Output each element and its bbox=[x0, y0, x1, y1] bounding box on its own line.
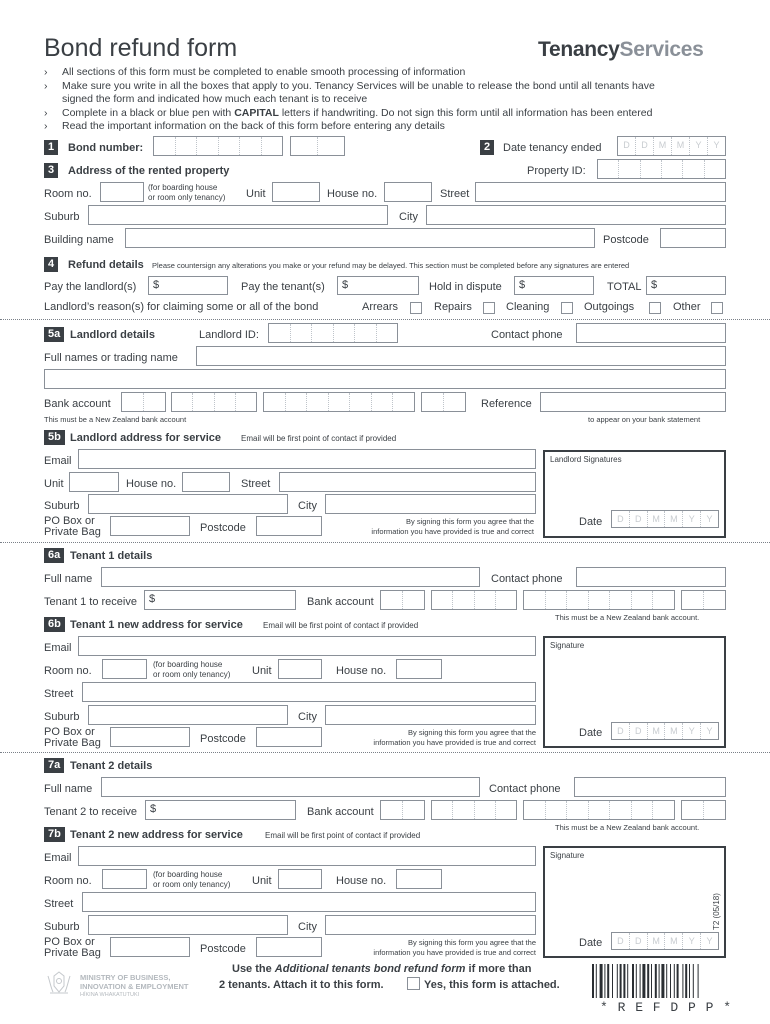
barcode-bar bbox=[600, 964, 603, 998]
property-id-field[interactable] bbox=[597, 159, 726, 179]
tenant2-nz-bank-note: This must be a New Zealand bank account. bbox=[555, 823, 700, 832]
barcode-bar bbox=[607, 964, 609, 998]
pay-landlord-field[interactable] bbox=[148, 276, 228, 295]
tenant2-email-field[interactable] bbox=[78, 846, 536, 866]
tenant2-house-no-label: House no. bbox=[336, 875, 387, 887]
boarding-note bbox=[148, 183, 225, 202]
section-6a-number: 6a bbox=[44, 548, 64, 563]
agree-note bbox=[332, 517, 534, 537]
ministry-line1: MINISTRY OF BUSINESS, bbox=[80, 973, 171, 982]
section-7b-title: Tenant 2 new address for service bbox=[70, 829, 243, 841]
tenant2-email-note: Email will be first point of contact if provided bbox=[265, 831, 421, 840]
section-6b-title: Tenant 1 new address for service bbox=[70, 619, 243, 631]
tenant2-boarding-note bbox=[153, 870, 230, 889]
section-4-note: Please countersign any alterations you make or your refund may be delayed. This section must be completed before any signatures are entered bbox=[152, 261, 630, 270]
attach-note: 2 tenants. Attach it to this form. bbox=[219, 979, 384, 991]
date-digit-cell: D bbox=[630, 511, 648, 527]
barcode-bar bbox=[632, 964, 634, 998]
tenant1-date-field[interactable] bbox=[611, 722, 719, 740]
tenant1-email-field[interactable] bbox=[78, 636, 536, 656]
currency-symbol: $ bbox=[150, 803, 157, 815]
form-code: T2 (05/18) bbox=[712, 893, 721, 930]
tenant1-bank-code-field[interactable] bbox=[380, 590, 425, 610]
tenant1-room-no-field[interactable] bbox=[102, 659, 147, 679]
tenant2-house-no-field[interactable] bbox=[396, 869, 442, 889]
section-divider bbox=[0, 319, 770, 320]
additional-tenants-form-name: Additional tenants bond refund form bbox=[274, 963, 466, 975]
barcode-bar bbox=[592, 964, 594, 998]
bond-number-field[interactable] bbox=[153, 136, 283, 156]
landlord-date-label: Date bbox=[579, 516, 603, 528]
landlord-email-label: Email bbox=[44, 455, 72, 467]
tenant2-signature-box[interactable] bbox=[543, 846, 726, 958]
currency-symbol: $ bbox=[342, 279, 349, 291]
bank-statement-note: to appear on your bank statement bbox=[588, 415, 701, 424]
boarding-note-line2: or room only tenancy) bbox=[148, 192, 226, 202]
section-3-number: 3 bbox=[44, 163, 58, 178]
reason-outgoings-label: Outgoings bbox=[584, 301, 635, 313]
tenant2-room-no-label: Room no. bbox=[44, 875, 92, 887]
tenant1-city-label: City bbox=[298, 711, 317, 723]
hold-dispute-field[interactable] bbox=[514, 276, 594, 295]
barcode-bar bbox=[698, 964, 699, 998]
po-box-line1: PO Box or bbox=[44, 936, 95, 948]
tenant1-bank-account-label: Bank account bbox=[307, 596, 374, 608]
landlord-unit-label: Unit bbox=[44, 478, 64, 490]
bullet-marker: › bbox=[44, 106, 48, 119]
attached-label: Yes, this form is attached. bbox=[424, 979, 560, 991]
tenant1-po-box-label bbox=[44, 727, 101, 749]
barcode-bar bbox=[659, 964, 660, 998]
date-digit-cell: M bbox=[648, 511, 666, 527]
tenant2-bank-account-field[interactable] bbox=[523, 800, 675, 820]
unit-field[interactable] bbox=[272, 182, 320, 202]
reason-cleaning-label: Cleaning bbox=[506, 301, 550, 313]
date-digit-cell: D bbox=[630, 723, 648, 739]
po-box-line2: Private Bag bbox=[44, 947, 101, 959]
section-2-number: 2 bbox=[480, 140, 494, 155]
tenant1-postcode-field[interactable] bbox=[256, 727, 322, 747]
tenant2-to-receive-field[interactable] bbox=[145, 800, 296, 820]
section-7a-number: 7a bbox=[44, 758, 64, 773]
tenant2-po-box-field[interactable] bbox=[110, 937, 190, 957]
reason-arrears-label: Arrears bbox=[362, 301, 399, 313]
tenant2-suburb-label: Suburb bbox=[44, 921, 80, 933]
agree-line2: information you have provided is true and correct bbox=[373, 948, 536, 957]
section-5a-number: 5a bbox=[44, 327, 64, 342]
tenant1-bank-suffix-field[interactable] bbox=[681, 590, 726, 610]
tenant1-bank-branch-field[interactable] bbox=[431, 590, 517, 610]
landlord-street-label: Street bbox=[241, 478, 271, 490]
city-label: City bbox=[399, 211, 418, 223]
reason-arrears-checkbox[interactable] bbox=[410, 302, 422, 314]
tenant1-room-no-label: Room no. bbox=[44, 665, 92, 677]
tenant2-email-label: Email bbox=[44, 852, 72, 864]
landlord-bank-branch-field[interactable] bbox=[171, 392, 257, 412]
tenant1-unit-field[interactable] bbox=[278, 659, 322, 679]
tenant2-contact-phone-label: Contact phone bbox=[489, 783, 561, 795]
barcode-bar bbox=[612, 964, 613, 998]
landlord-email-field[interactable] bbox=[78, 449, 536, 469]
unit-label: Unit bbox=[246, 188, 266, 200]
agree-line2: information you have provided is true and correct bbox=[371, 527, 534, 536]
landlord-bank-account-field[interactable] bbox=[263, 392, 415, 412]
suburb-field[interactable] bbox=[88, 205, 388, 225]
note-post: if more than bbox=[465, 963, 532, 975]
tenant2-postcode-field[interactable] bbox=[256, 937, 322, 957]
tenant1-nz-bank-note: This must be a New Zealand bank account. bbox=[555, 613, 700, 622]
note-pre: Use the bbox=[232, 963, 275, 975]
additional-tenants-note bbox=[232, 963, 531, 975]
suburb-label: Suburb bbox=[44, 211, 80, 223]
agree-line1: By signing this form you agree that the bbox=[406, 517, 534, 526]
barcode-bar bbox=[677, 964, 679, 998]
landlord-po-box-label bbox=[44, 516, 101, 538]
tenant2-city-field[interactable] bbox=[325, 915, 536, 935]
email-note: Email will be first point of contact if provided bbox=[241, 434, 397, 443]
tenant2-unit-label: Unit bbox=[252, 875, 272, 887]
tenant1-full-name-label: Full name bbox=[44, 573, 93, 585]
instruction-item bbox=[44, 107, 655, 121]
ministry-line2: INNOVATION & EMPLOYMENT bbox=[80, 982, 189, 991]
boarding-note-line1: (for boarding house bbox=[153, 870, 223, 879]
tenant1-house-no-field[interactable] bbox=[396, 659, 442, 679]
postcode-field[interactable] bbox=[660, 228, 726, 248]
tenant2-street-field[interactable] bbox=[82, 892, 536, 912]
pay-landlord-label: Pay the landlord(s) bbox=[44, 281, 137, 293]
tenant2-date-label: Date bbox=[579, 937, 603, 949]
page-title: Bond refund form bbox=[44, 34, 238, 62]
tenant1-boarding-note bbox=[153, 660, 230, 679]
barcode-bar bbox=[627, 964, 628, 998]
street-field[interactable] bbox=[475, 182, 726, 202]
tenant2-street-label: Street bbox=[44, 898, 74, 910]
date-digit-cell: Y bbox=[683, 723, 701, 739]
barcode-bar bbox=[636, 964, 637, 998]
street-label: Street bbox=[440, 188, 470, 200]
date-digit-cell: Y bbox=[690, 137, 708, 155]
tenant2-bank-code-field[interactable] bbox=[380, 800, 425, 820]
section-4-title: Refund details bbox=[68, 259, 144, 271]
landlord-signature-label: Landlord Signatures bbox=[550, 455, 622, 464]
section-5a-title: Landlord details bbox=[70, 329, 155, 341]
logo-word-services: Services bbox=[619, 38, 704, 61]
date-digit-cell: D bbox=[630, 933, 648, 949]
tenant2-date-field[interactable] bbox=[611, 932, 719, 950]
ministry-line3: HĪKINA WHAKATUTUKI bbox=[80, 992, 140, 998]
ministry-logo bbox=[44, 970, 74, 999]
reason-cleaning-checkbox[interactable] bbox=[561, 302, 573, 314]
landlord-contact-phone-label: Contact phone bbox=[491, 329, 563, 341]
date-digit-cell: M bbox=[672, 137, 690, 155]
date-digit-cell: D bbox=[612, 511, 630, 527]
landlord-bank-code-field[interactable] bbox=[121, 392, 166, 412]
tenant2-agree-note bbox=[332, 938, 536, 958]
reasons-label: Landlord’s reason(s) for claiming some or all of the bond bbox=[44, 301, 319, 313]
barcode bbox=[592, 964, 726, 1000]
tenant1-city-field[interactable] bbox=[325, 705, 536, 725]
date-digit-cell: M bbox=[665, 933, 683, 949]
date-digit-cell: M bbox=[654, 137, 672, 155]
agree-line2: information you have provided is true and correct bbox=[373, 738, 536, 747]
pay-tenant-field[interactable] bbox=[337, 276, 419, 295]
landlord-city-field[interactable] bbox=[325, 494, 536, 514]
tenant1-email-note: Email will be first point of contact if provided bbox=[263, 621, 419, 630]
section-6a-title: Tenant 1 details bbox=[70, 550, 153, 562]
landlord-bank-account-label: Bank account bbox=[44, 398, 111, 410]
room-no-field[interactable] bbox=[100, 182, 144, 202]
date-digit-cell: D bbox=[618, 137, 636, 155]
tenant2-suburb-field[interactable] bbox=[88, 915, 288, 935]
tenant2-unit-field[interactable] bbox=[278, 869, 322, 889]
tenant2-room-no-field[interactable] bbox=[102, 869, 147, 889]
tenant1-bank-account-field[interactable] bbox=[523, 590, 675, 610]
section-5b-title: Landlord address for service bbox=[70, 432, 221, 444]
landlord-postcode-label: Postcode bbox=[200, 522, 246, 534]
barcode-text: * R E F D P P * bbox=[600, 1000, 733, 1015]
currency-symbol: $ bbox=[519, 279, 526, 291]
landlord-id-field[interactable] bbox=[268, 323, 398, 343]
section-3-title: Address of the rented property bbox=[68, 165, 230, 177]
date-tenancy-ended-field[interactable] bbox=[617, 136, 726, 156]
boarding-note-line1: (for boarding house bbox=[153, 660, 223, 669]
tenant1-suburb-field[interactable] bbox=[88, 705, 288, 725]
tenant2-postcode-label: Postcode bbox=[200, 943, 246, 955]
tenant1-contact-phone-label: Contact phone bbox=[491, 573, 563, 585]
barcode-bar bbox=[623, 964, 625, 998]
barcode-bar bbox=[651, 964, 652, 998]
reason-other-label: Other bbox=[673, 301, 701, 313]
bullet-marker: › bbox=[44, 66, 48, 78]
total-field[interactable] bbox=[646, 276, 726, 295]
barcode-bar bbox=[689, 964, 690, 998]
date-digit-cell: D bbox=[612, 723, 630, 739]
reason-other-checkbox[interactable] bbox=[711, 302, 723, 314]
barcode-bar bbox=[685, 964, 687, 998]
tenant2-full-name-field[interactable] bbox=[101, 777, 480, 797]
building-name-label: Building name bbox=[44, 234, 114, 246]
total-label: TOTAL bbox=[607, 281, 642, 293]
date-digit-cell: M bbox=[665, 511, 683, 527]
tenant1-to-receive-label: Tenant 1 to receive bbox=[44, 596, 137, 608]
landlord-contact-phone-field[interactable] bbox=[576, 323, 726, 343]
landlord-po-box-field[interactable] bbox=[110, 516, 190, 536]
tenant2-signature-label: Signature bbox=[550, 851, 585, 860]
po-box-line1: PO Box or bbox=[44, 515, 95, 527]
currency-symbol: $ bbox=[153, 279, 160, 291]
full-names-field[interactable] bbox=[196, 346, 726, 366]
reason-outgoings-checkbox[interactable] bbox=[649, 302, 661, 314]
po-box-line1: PO Box or bbox=[44, 726, 95, 738]
instruction-item bbox=[44, 120, 655, 134]
instruction-item bbox=[44, 80, 655, 94]
landlord-bank-suffix-field[interactable] bbox=[421, 392, 466, 412]
landlord-suburb-label: Suburb bbox=[44, 500, 80, 512]
house-no-field[interactable] bbox=[384, 182, 432, 202]
tenant1-signature-label: Signature bbox=[550, 641, 585, 650]
section-6b-number: 6b bbox=[44, 617, 65, 632]
landlord-id-label: Landlord ID: bbox=[199, 329, 259, 341]
landlord-house-no-field[interactable] bbox=[182, 472, 230, 492]
barcode-bar bbox=[674, 964, 675, 998]
landlord-unit-field[interactable] bbox=[69, 472, 119, 492]
boarding-note-line1: (for boarding house bbox=[148, 183, 218, 192]
tenant1-date-label: Date bbox=[579, 727, 603, 739]
boarding-note-line2: or room only tenancy) bbox=[153, 879, 231, 889]
date-tenancy-ended-label: Date tenancy ended bbox=[503, 142, 602, 154]
tenant2-city-label: City bbox=[298, 921, 317, 933]
bullet-marker: › bbox=[44, 79, 48, 92]
tenancy-services-logo bbox=[538, 38, 704, 62]
barcode-bar bbox=[655, 964, 657, 998]
section-divider bbox=[0, 542, 770, 543]
barcode-bar bbox=[693, 964, 694, 998]
tenant2-full-name-label: Full name bbox=[44, 783, 93, 795]
city-field[interactable] bbox=[426, 205, 726, 225]
tenant1-to-receive-field[interactable] bbox=[144, 590, 296, 610]
tenant1-agree-note bbox=[332, 728, 536, 748]
tenant1-unit-label: Unit bbox=[252, 665, 272, 677]
reason-repairs-label: Repairs bbox=[434, 301, 472, 313]
date-digit-cell: Y bbox=[683, 511, 701, 527]
tenant2-contact-phone-field[interactable] bbox=[574, 777, 726, 797]
tenant1-po-box-field[interactable] bbox=[110, 727, 190, 747]
building-name-field[interactable] bbox=[125, 228, 595, 248]
barcode-bar bbox=[661, 964, 664, 998]
barcode-bar bbox=[670, 964, 671, 998]
section-7a-title: Tenant 2 details bbox=[70, 760, 153, 772]
nz-bank-note: This must be a New Zealand bank account bbox=[44, 415, 187, 424]
date-digit-cell: M bbox=[665, 723, 683, 739]
barcode-bar bbox=[617, 964, 618, 998]
barcode-bar bbox=[666, 964, 667, 998]
boarding-note-line2: or room only tenancy) bbox=[153, 669, 231, 679]
tenant2-to-receive-label: Tenant 2 to receive bbox=[44, 806, 137, 818]
barcode-bar bbox=[640, 964, 641, 998]
agree-line1: By signing this form you agree that the bbox=[408, 728, 536, 737]
attached-checkbox[interactable] bbox=[407, 977, 420, 990]
instruction-text: signed the form and indicated how much each tenant is to receive bbox=[62, 93, 368, 105]
instruction-text: Read the important information on the back of this form before entering any details bbox=[62, 120, 445, 132]
date-digit-cell: Y bbox=[713, 140, 720, 150]
section-1-number: 1 bbox=[44, 140, 58, 155]
postcode-label: Postcode bbox=[603, 234, 649, 246]
barcode-bar bbox=[642, 964, 645, 998]
instruction-item bbox=[44, 93, 655, 107]
tenant1-signature-box[interactable] bbox=[543, 636, 726, 748]
reference-label: Reference bbox=[481, 398, 532, 410]
landlord-date-field[interactable] bbox=[611, 510, 719, 528]
tenant1-street-label: Street bbox=[44, 688, 74, 700]
tenant2-bank-branch-field[interactable] bbox=[431, 800, 517, 820]
property-id-label: Property ID: bbox=[527, 165, 586, 177]
instructions-list bbox=[44, 66, 655, 134]
date-digit-cell: D bbox=[612, 933, 630, 949]
tenant1-full-name-field[interactable] bbox=[101, 567, 480, 587]
currency-symbol: $ bbox=[149, 593, 156, 605]
ministry-name bbox=[80, 973, 188, 1000]
agree-line1: By signing this form you agree that the bbox=[408, 938, 536, 947]
po-box-line2: Private Bag bbox=[44, 526, 101, 538]
tenant1-house-no-label: House no. bbox=[336, 665, 387, 677]
instruction-text: Make sure you write in all the boxes that apply to you. Tenancy Services will be unable to release the bond until all tenants have bbox=[62, 79, 655, 92]
landlord-house-no-label: House no. bbox=[126, 478, 177, 490]
date-digit-cell: M bbox=[648, 723, 666, 739]
barcode-bar bbox=[682, 964, 683, 998]
instruction-text: Complete in a black or blue pen with CAPITAL letters if handwriting. Do not sign this form until all information has been entered bbox=[62, 106, 653, 119]
bullet-marker: › bbox=[44, 120, 48, 132]
tenant2-bank-account-label: Bank account bbox=[307, 806, 374, 818]
landlord-suburb-field[interactable] bbox=[88, 494, 288, 514]
section-5b-number: 5b bbox=[44, 430, 65, 445]
tenant1-email-label: Email bbox=[44, 642, 72, 654]
pay-tenant-label: Pay the tenant(s) bbox=[241, 281, 325, 293]
date-digit-cell: Y bbox=[706, 514, 713, 524]
section-7b-number: 7b bbox=[44, 827, 65, 842]
hold-dispute-label: Hold in dispute bbox=[429, 281, 502, 293]
instruction-item bbox=[44, 66, 655, 80]
landlord-postcode-field[interactable] bbox=[256, 516, 322, 536]
date-digit-cell: D bbox=[636, 137, 654, 155]
po-box-line2: Private Bag bbox=[44, 737, 101, 749]
currency-symbol: $ bbox=[651, 279, 658, 291]
barcode-bar bbox=[596, 964, 597, 998]
section-divider bbox=[0, 752, 770, 753]
tenant1-contact-phone-field[interactable] bbox=[576, 567, 726, 587]
section-4-number: 4 bbox=[44, 257, 58, 272]
reference-field[interactable] bbox=[540, 392, 726, 412]
tenant2-po-box-label bbox=[44, 937, 101, 959]
landlord-street-field[interactable] bbox=[279, 472, 536, 492]
bond-number-label: Bond number: bbox=[68, 142, 144, 154]
logo-word-tenancy: Tenancy bbox=[538, 38, 620, 61]
bullet-marker bbox=[44, 93, 62, 107]
tenant2-bank-suffix-field[interactable] bbox=[681, 800, 726, 820]
date-digit-cell: Y bbox=[683, 933, 701, 949]
full-names-label: Full names or trading name bbox=[44, 352, 178, 364]
barcode-bar bbox=[620, 964, 622, 998]
house-no-label: House no. bbox=[327, 188, 378, 200]
landlord-city-label: City bbox=[298, 500, 317, 512]
date-digit-cell: Y bbox=[706, 726, 713, 736]
landlord-signature-box[interactable] bbox=[543, 450, 726, 538]
barcode-bar bbox=[604, 964, 605, 998]
instruction-text: All sections of this form must be completed to enable smooth processing of information bbox=[62, 66, 466, 78]
tenant1-postcode-label: Postcode bbox=[200, 733, 246, 745]
tenant1-street-field[interactable] bbox=[82, 682, 536, 702]
date-digit-cell: Y bbox=[706, 936, 713, 946]
date-digit-cell: M bbox=[648, 933, 666, 949]
tenant1-suburb-label: Suburb bbox=[44, 711, 80, 723]
room-no-label: Room no. bbox=[44, 188, 92, 200]
bond-number-suffix-field[interactable] bbox=[290, 136, 345, 156]
full-names-field-line2[interactable] bbox=[44, 369, 726, 389]
barcode-bar bbox=[647, 964, 649, 998]
nz-coat-of-arms-icon bbox=[44, 970, 74, 996]
reason-repairs-checkbox[interactable] bbox=[483, 302, 495, 314]
